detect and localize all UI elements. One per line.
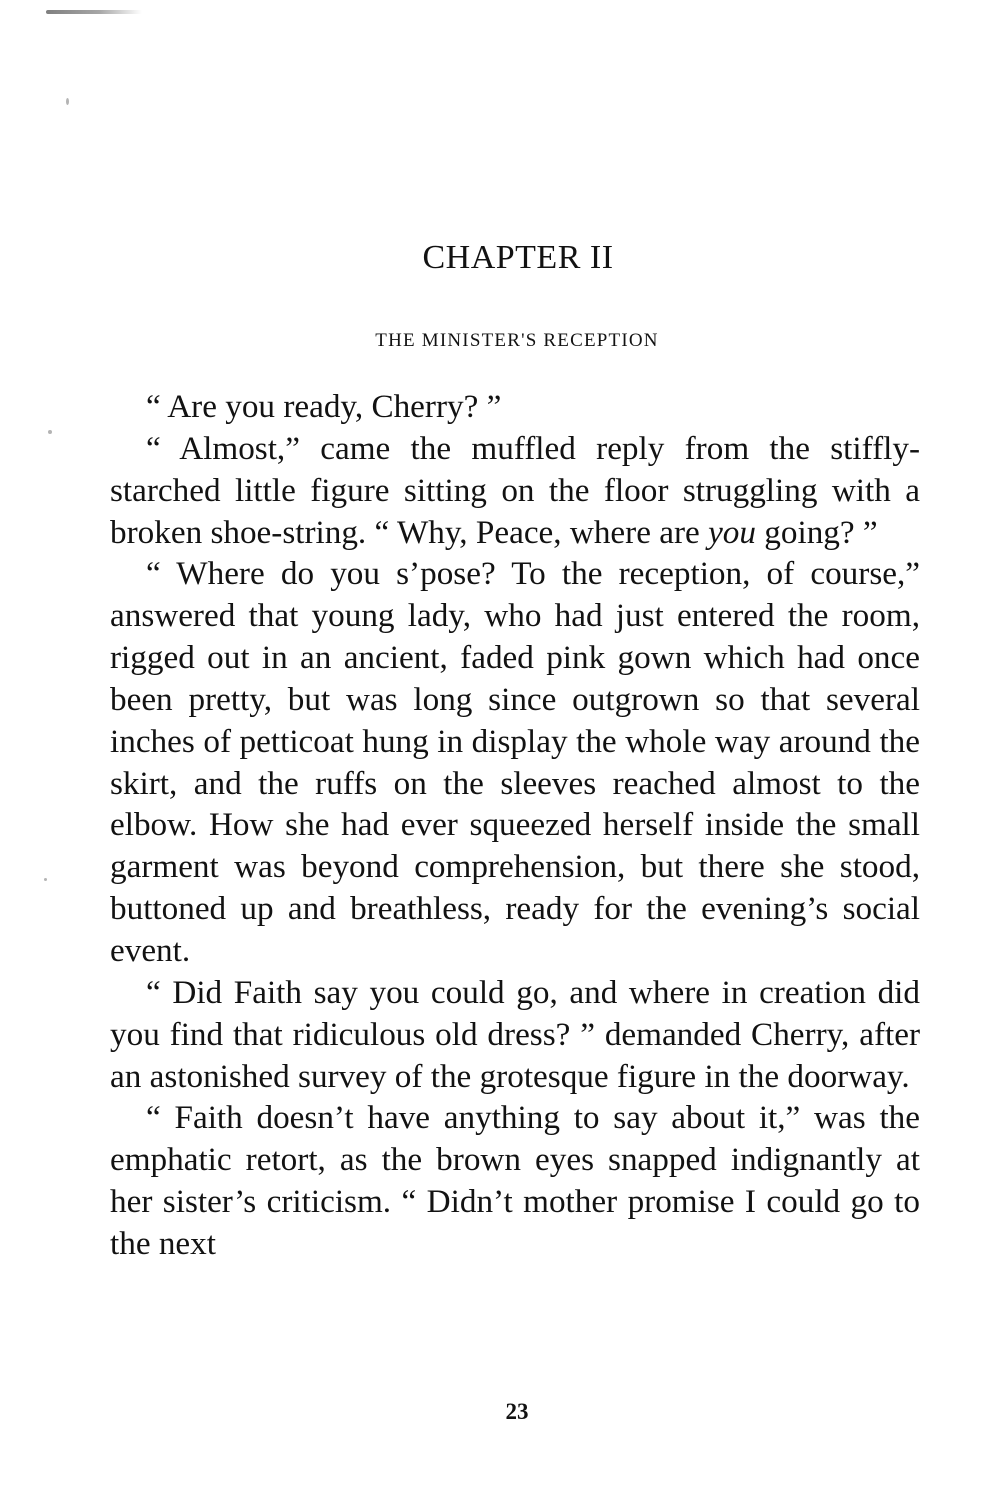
page-number: 23 — [505, 1399, 529, 1424]
paragraph-text: going? ” — [755, 513, 878, 551]
scan-artifact — [46, 10, 142, 14]
paragraph — [110, 428, 920, 554]
emphasis-text: you — [708, 513, 756, 551]
scan-speck — [48, 430, 52, 434]
chapter-subtitle: THE MINISTER'S RECEPTION — [375, 330, 659, 351]
chapter-title: CHAPTER II — [422, 239, 614, 276]
scan-speck — [66, 98, 69, 105]
paragraph: “ Where do you s’pose? To the reception, of course,” answered that young lady, who had just entered the room, rigged out in an ancient, faded pink gown which had once been pretty, but was long since outgrown so that several inches of petticoat hung in display the whole way around the skirt, and the ruffs on the sleeves reached almost to the elbow. How she had ever squeezed herself inside the small garment was beyond comprehension, but there she stood, buttoned up and breathless, ready for the evening’s social event. — [110, 555, 920, 969]
paragraph: “ Did Faith say you could go, and where in creation did you find that ridiculous old dress? ” demanded Cherry, after an astonished survey of the grotesque figure in the doorway. — [110, 973, 920, 1095]
paragraph: “ Are you ready, Cherry? ” — [146, 388, 502, 425]
body-text — [110, 386, 920, 1265]
paragraph: “ Faith doesn’t have anything to say about it,” was the emphatic retort, as the brown eyes snapped indignantly at her sister’s criticism. “ Didn’t mother promise I could go to the next — [110, 1099, 920, 1262]
paragraph-text: “ Almost,” came the muffled reply from the stiffly-starched little figure sitting on the floor struggling with a broken shoe-string. “ Why, Peace, where are — [110, 429, 920, 551]
scan-speck — [44, 878, 47, 881]
